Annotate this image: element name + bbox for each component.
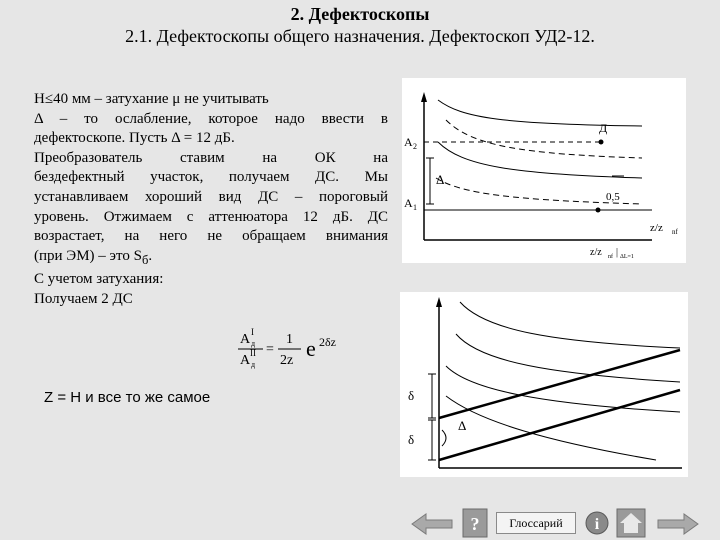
glossary-button[interactable]: Глоссарий [496,512,576,534]
point-05 [596,208,601,213]
body-line-text: (при ЭМ) – это S [34,247,142,264]
formula-den-base: A [240,353,251,368]
body-line: уровень. Отжимаем с аттенюатора 12 дБ. ДС [34,208,388,225]
level-line [439,390,680,460]
label-delta-big: Δ [458,418,467,433]
body-line-end: . [148,247,153,264]
bottom-label-tail: | [616,247,619,258]
label-05: 0,5 [606,191,620,203]
attenuation-graph-2 [400,292,688,477]
body-line: бездефектный участок, получаем ДС. Мы [34,169,388,186]
info-icon[interactable] [584,508,610,538]
label-a2: A [404,135,413,149]
forward-arrow-icon[interactable] [656,512,700,536]
formula-den-sup: II [250,348,256,358]
section-title: 2. Дефектоскопы [290,4,430,24]
delta-brace [442,430,446,446]
bottom-label-tail-sub: ΔL=1 [620,254,634,260]
curve [460,302,680,348]
formula-num-base: A [240,332,251,347]
y-axis-arrow [436,297,442,307]
curve [456,334,680,382]
z-equals-h-note: Z = H и все то же самое [44,389,211,406]
attenuation-graph-1 [402,78,686,263]
svg-text:?: ? [470,514,480,534]
formula-den-sub: д [251,360,256,369]
label-a1: A [404,196,413,210]
formula-exp-base: e [306,336,316,361]
attenuation-formula [237,326,367,370]
home-icon[interactable] [616,508,646,538]
body-line [34,247,388,271]
body-line: H≤40 мм – затухание μ не учитывать [34,91,269,107]
body-line: Получаем 2 ДС [34,290,133,307]
body-line: Δ – то ослабление, которое надо ввести в [34,110,388,127]
bottom-label: z/z [590,247,602,258]
svg-text:i: i [594,516,600,533]
level-line [439,350,680,418]
back-arrow-icon[interactable] [410,512,454,536]
label-delta: Δ [436,172,445,187]
bottom-label-sub: nf [608,254,613,260]
label-d: Д [599,121,608,135]
x-axis-label-sub: nf [672,228,678,236]
formula-rhs-den: 2z [280,353,294,368]
label-delta-top: δ [408,388,415,403]
body-line-subscript: б [141,252,149,267]
formula-num-sup: I [251,327,254,337]
body-line: С учетом затухания: [34,271,164,288]
body-line: устанавливаем хороший вид ДС – пороговый [34,188,388,205]
point-d [599,140,604,145]
formula-num-sub: д [251,339,256,348]
label-a2-sub: 2 [413,142,417,151]
help-icon[interactable] [462,508,488,538]
body-line: возрастает, на него не обращаем внимания [34,228,388,245]
formula-equals: = [266,342,274,357]
body-text [34,90,388,310]
formula-rhs-num: 1 [286,332,293,347]
curve [438,100,642,126]
formula-exp-power: 2δz [319,335,336,349]
label-a1-sub: 1 [413,203,417,212]
body-line: дефектоскопе. Пусть Δ = 12 дБ. [34,130,235,147]
body-line: Преобразователь ставим на ОК на [34,149,388,166]
x-axis-label: z/z [650,222,663,234]
curve [438,142,642,178]
label-delta-bottom: δ [408,432,415,447]
y-axis-arrow [421,92,427,102]
section-subtitle: 2.1. Дефектоскопы общего назначения. Дефектоскоп УД2-12. [125,26,595,46]
